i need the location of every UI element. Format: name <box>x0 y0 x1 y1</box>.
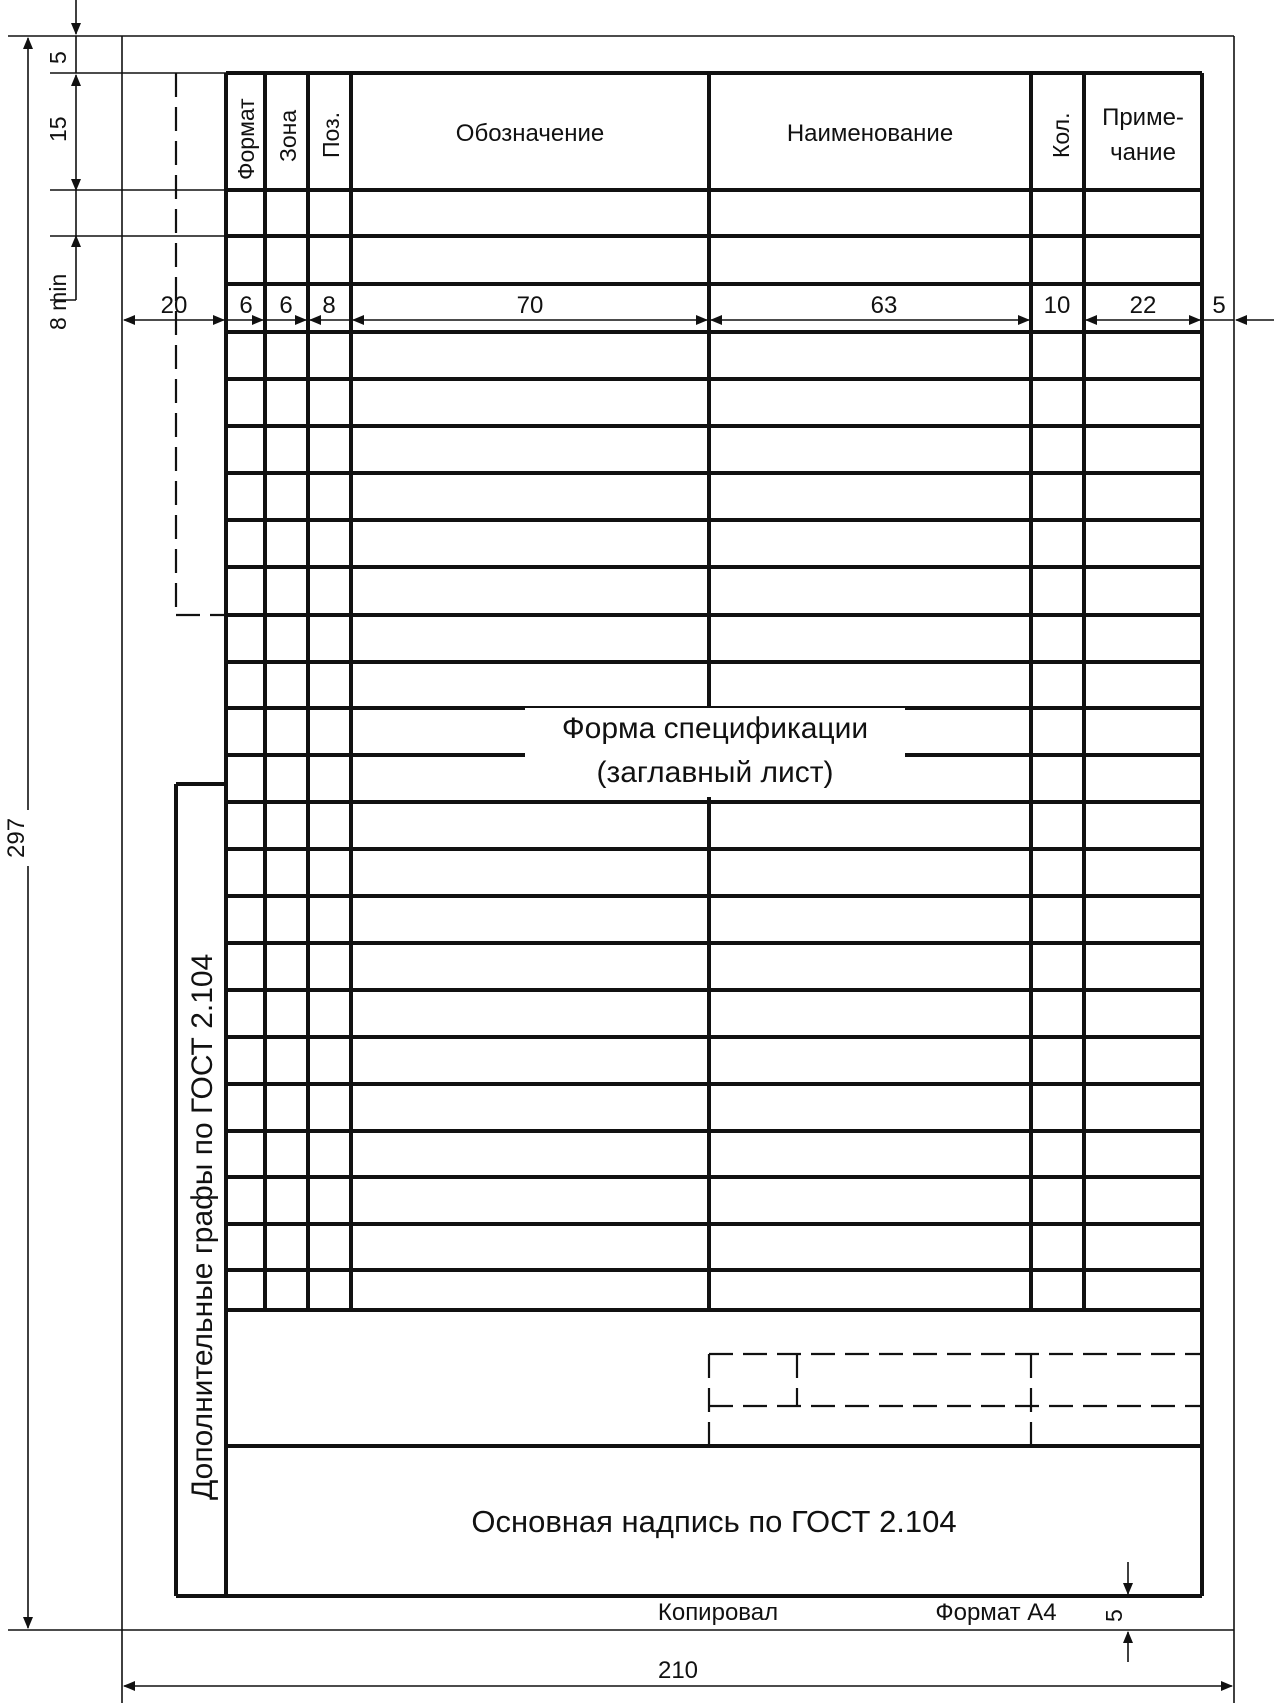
footer-copied: Копировал <box>657 1599 779 1626</box>
dashed-extra-columns-top <box>176 73 226 615</box>
column-width-labels <box>161 292 1226 319</box>
column-width-label: 22 <box>1129 292 1157 319</box>
column-width-label: 10 <box>1043 292 1071 319</box>
column-width-label: 8 <box>322 292 336 319</box>
column-width-label: 20 <box>160 292 188 319</box>
side-label: Дополнительные графы по ГОСТ 2.104 <box>186 953 219 1500</box>
header-designation: Обозначение <box>455 120 605 147</box>
column-width-label: 63 <box>870 292 898 319</box>
header-qty: Кол. <box>1048 112 1074 158</box>
center-label-line2: (заглавный лист) <box>596 756 834 789</box>
horizontal-dimension-marks <box>124 320 1274 1686</box>
title-block-lines <box>226 1354 1202 1446</box>
header-format: Формат <box>233 98 259 180</box>
header-note-line1: Приме- <box>1102 104 1184 131</box>
dim-header-height: 15 <box>45 116 71 142</box>
header-zone: Зона <box>275 109 301 162</box>
header-note-line2: чание <box>1110 139 1176 166</box>
dim-sheet-height: 297 <box>3 817 30 858</box>
header-name: Наименование <box>786 120 954 147</box>
footer-format: Формат А4 <box>935 1599 1057 1626</box>
column-width-label: 70 <box>516 292 544 319</box>
table-column-lines <box>265 73 1084 1310</box>
dim-row-height: 8 min <box>45 273 71 330</box>
center-label-line1: Форма спецификации <box>561 712 869 745</box>
dim-top-margin: 5 <box>45 51 71 64</box>
title-block-label: Основная надпись по ГОСТ 2.104 <box>471 1504 957 1539</box>
dim-sheet-width: 210 <box>657 1657 699 1684</box>
dim-bottom-margin: 5 <box>1101 1609 1127 1622</box>
header-pos: Поз. <box>318 112 344 158</box>
column-width-label: 5 <box>1212 292 1226 319</box>
column-width-label: 6 <box>239 292 253 319</box>
column-width-label: 6 <box>279 292 293 319</box>
